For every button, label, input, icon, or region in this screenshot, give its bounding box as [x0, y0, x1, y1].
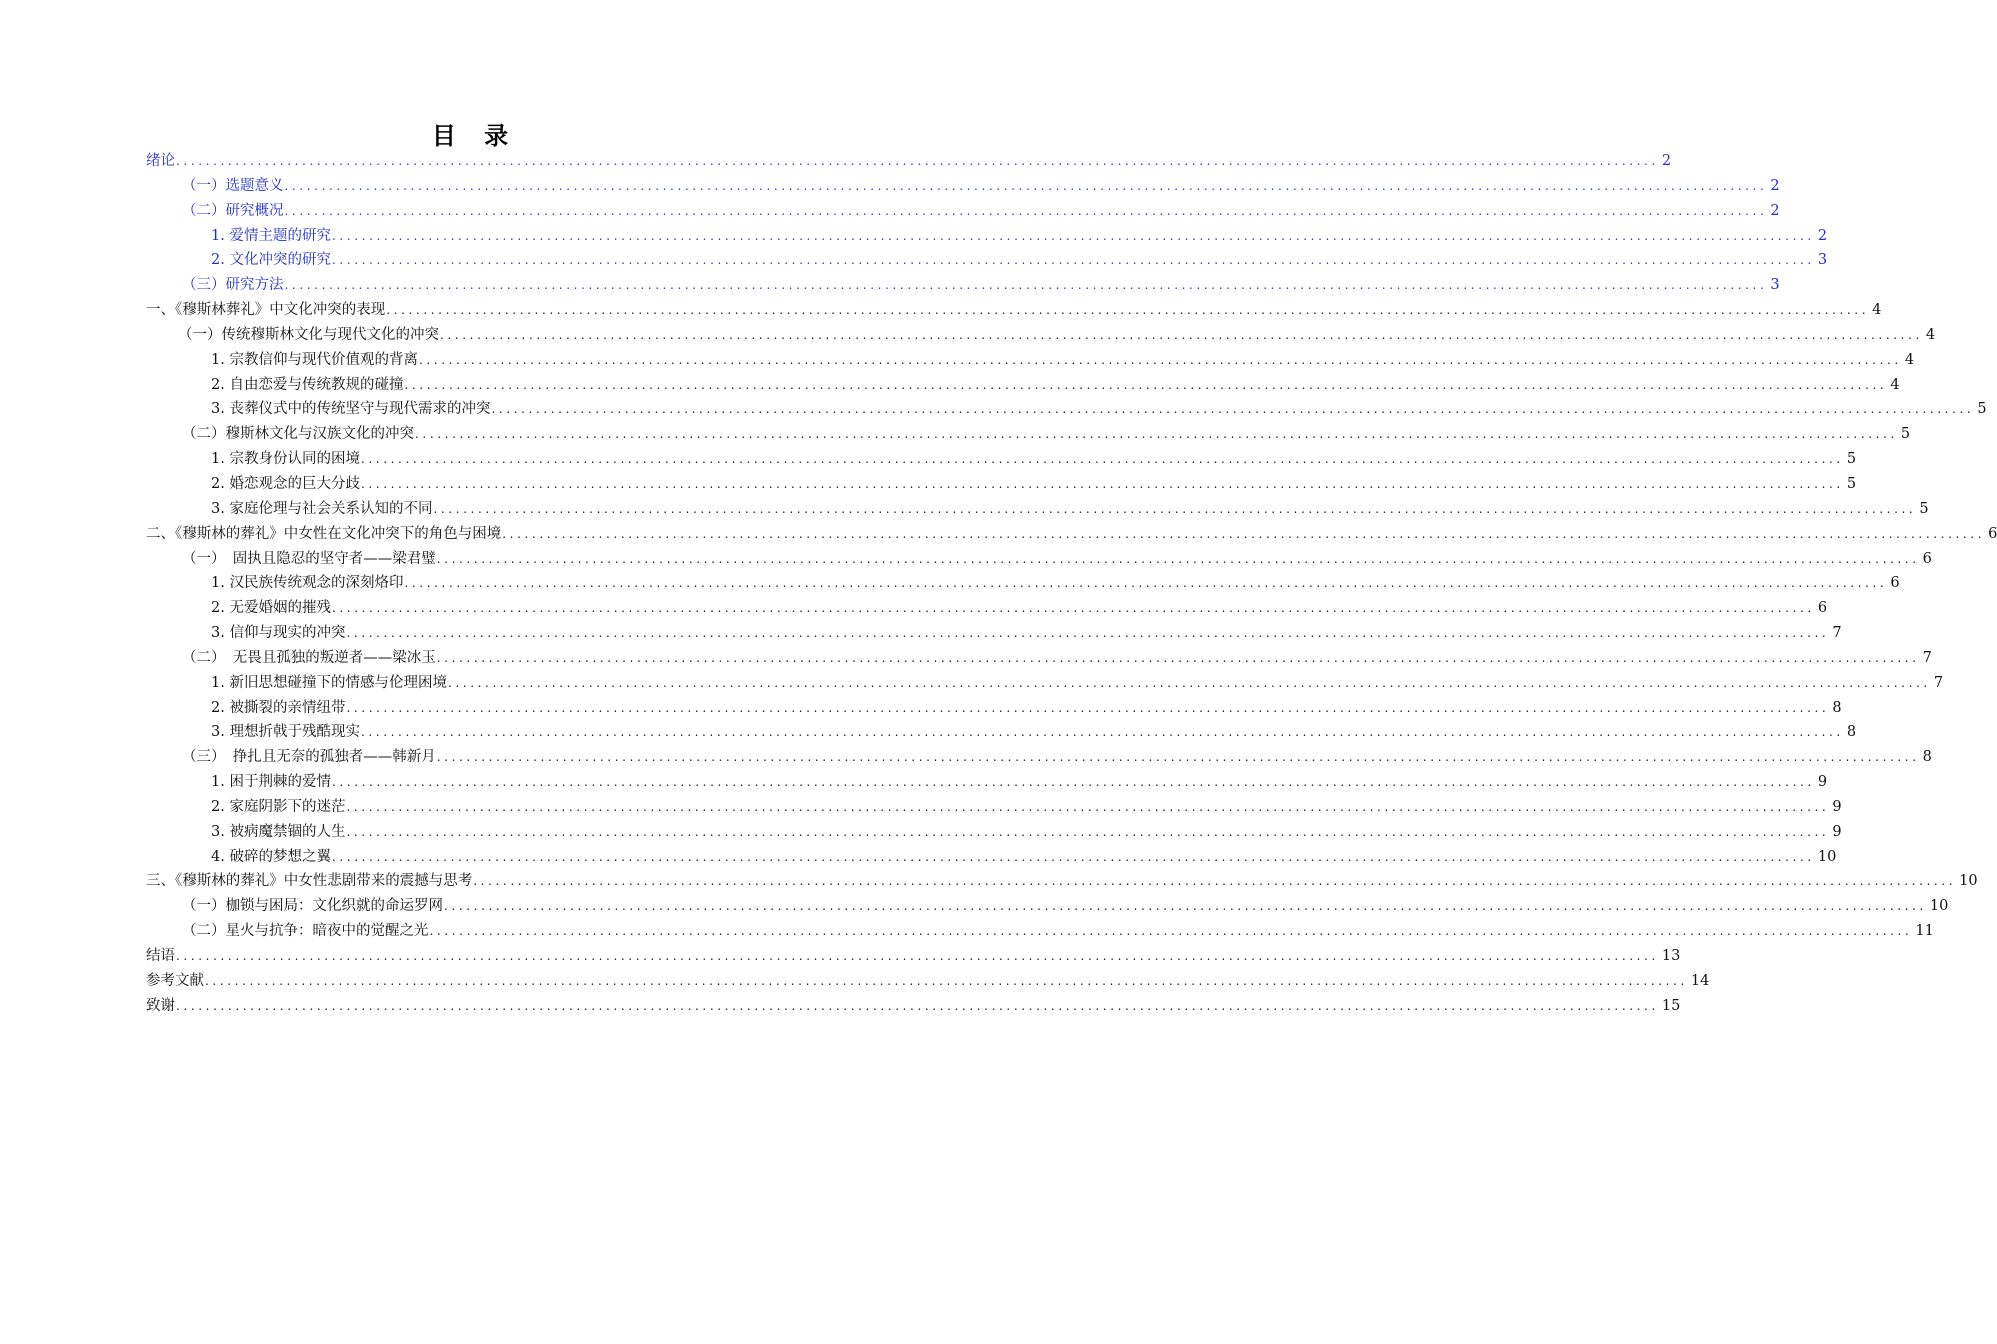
toc-entry-page-number: 3	[1817, 252, 1828, 269]
toc-entry-label: （二）星火与抗争：暗夜中的觉醒之光	[182, 923, 429, 940]
toc-entry[interactable]	[146, 199, 1780, 224]
toc-entry[interactable]	[146, 522, 1997, 547]
toc-entry-page-number: 8	[1846, 724, 1857, 741]
toc-entry[interactable]	[146, 969, 1710, 994]
toc-entry-page-number: 11	[1915, 923, 1934, 940]
toc-entry-leader-dots: ........................................................................................................................................................................................................	[444, 899, 1927, 914]
toc-entry[interactable]	[146, 571, 1900, 596]
toc-entry-leader-dots: ........................................................................................................................................................................................................	[436, 650, 1920, 665]
toc-entry-label: 3. 理想折戟于残酷现实	[211, 724, 360, 741]
toc-entry-page-number: 2	[1770, 202, 1780, 219]
toc-entry-label: 1. 汉民族传统观念的深刻烙印	[211, 575, 404, 592]
toc-entry-leader-dots: ........................................................................................................................................................................................................	[346, 700, 1830, 715]
toc-entry-page-number: 2	[1770, 177, 1780, 194]
toc-entry-leader-dots: ........................................................................................................................................................................................................	[331, 228, 1815, 243]
toc-entry-leader-dots: ........................................................................................................................................................................................................	[473, 874, 1957, 889]
toc-entry-page-number: 6	[1817, 600, 1828, 617]
toc-entry-page-number: 8	[1922, 749, 1932, 766]
toc-entry[interactable]	[146, 696, 1842, 721]
toc-entry-leader-dots: ........................................................................................................................................................................................................	[447, 675, 1931, 690]
toc-entry-leader-dots: ........................................................................................................................................................................................................	[502, 526, 1986, 541]
toc-entry[interactable]	[146, 149, 1672, 174]
toc-entry-label: （一）枷锁与困局：文化织就的命运罗网	[182, 898, 443, 915]
toc-entry[interactable]	[146, 373, 1900, 398]
toc-entry-page-number: 4	[1904, 351, 1915, 368]
toc-entry-leader-dots: ........................................................................................................................................................................................................	[176, 949, 1659, 963]
toc-entry-page-number: 10	[1929, 898, 1949, 915]
toc-entry-page-number: 9	[1832, 798, 1842, 815]
toc-entry-leader-dots: ........................................................................................................................................................................................................	[284, 278, 1768, 293]
toc-entry-leader-dots: ........................................................................................................................................................................................................	[440, 327, 1923, 342]
toc-entry-leader-dots: ........................................................................................................................................................................................................	[346, 799, 1830, 814]
toc-entry-label: （三） 挣扎且无奈的孤独者——韩新月	[182, 749, 436, 766]
toc-entry-leader-dots: ........................................................................................................................................................................................................	[176, 998, 1659, 1013]
toc-entry-page-number: 2	[1661, 153, 1672, 169]
toc-entry-leader-dots: ........................................................................................................................................................................................................	[346, 824, 1830, 839]
toc-entry-label: 1. 宗教信仰与现代价值观的背离	[211, 351, 418, 368]
toc-entry-page-number: 6	[1890, 575, 1900, 592]
toc-entry-label: 致谢	[146, 997, 175, 1014]
toc-entry-page-number: 5	[1846, 475, 1857, 492]
toc-entry-page-number: 5	[1919, 500, 1929, 517]
toc-entry-leader-dots: ........................................................................................................................................................................................................	[429, 924, 1913, 939]
toc-entry[interactable]	[146, 248, 1828, 273]
toc-entry-page-number: 5	[1846, 451, 1857, 468]
toc-entry[interactable]	[146, 224, 1828, 249]
toc-entry-leader-dots: ........................................................................................................................................................................................................	[331, 849, 1815, 864]
toc-entry[interactable]	[146, 497, 1929, 522]
toc-entry[interactable]	[146, 273, 1780, 298]
toc-entry[interactable]	[146, 298, 1882, 323]
toc-entry-label: （一）选题意义	[182, 177, 284, 194]
toc-entry-label: 2. 文化冲突的研究	[211, 252, 331, 269]
toc-entry[interactable]	[146, 646, 1932, 671]
toc-entry-label: 2. 无爱婚姻的摧残	[211, 600, 331, 617]
toc-entry-page-number: 4	[1925, 326, 1936, 343]
toc-entry-page-number: 6	[1988, 525, 1997, 542]
toc-entry-leader-dots: ........................................................................................................................................................................................................	[404, 576, 1888, 591]
toc-entry-page-number: 7	[1832, 625, 1842, 642]
toc-entry-page-number: 14	[1690, 972, 1710, 989]
toc-entry-leader-dots: ........................................................................................................................................................................................................	[360, 476, 1844, 491]
toc-entry-leader-dots: ........................................................................................................................................................................................................	[176, 154, 1659, 168]
toc-entry-label: 3. 丧葬仪式中的传统坚守与现代需求的冲突	[211, 401, 491, 418]
toc-entry[interactable]	[146, 323, 1936, 348]
toc-entry-label: 绪论	[146, 153, 175, 169]
toc-entry-leader-dots: ........................................................................................................................................................................................................	[433, 501, 1917, 516]
toc-entry-label: 3. 信仰与现实的冲突	[211, 625, 346, 642]
toc-entry-leader-dots: ........................................................................................................................................................................................................	[331, 775, 1815, 790]
toc-entry-page-number: 15	[1661, 997, 1681, 1014]
toc-entry-label: 1. 困于荆棘的爱情	[211, 774, 331, 791]
toc-entry-label: 1. 爱情主题的研究	[211, 227, 331, 244]
toc-entry-page-number: 10	[1959, 873, 1978, 890]
toc-entry-leader-dots: ........................................................................................................................................................................................................	[331, 253, 1815, 268]
toc-entry-label: 结语	[146, 948, 175, 964]
toc-entry[interactable]	[146, 472, 1857, 497]
toc-entry-label: 2. 自由恋爱与传统教规的碰撞	[211, 376, 404, 393]
toc-entry[interactable]	[146, 621, 1842, 646]
toc-entry-leader-dots: ........................................................................................................................................................................................................	[205, 973, 1688, 988]
toc-entry[interactable]	[146, 547, 1932, 572]
toc-entry[interactable]	[146, 720, 1857, 745]
toc-entry-label: 参考文献	[146, 972, 204, 989]
toc-entry-label: 一、《穆斯林葬礼》中文化冲突的表现	[146, 302, 386, 319]
toc-entry-leader-dots: ........................................................................................................................................................................................................	[436, 551, 1920, 566]
toc-entry[interactable]	[146, 994, 1681, 1019]
toc-entry-leader-dots: ........................................................................................................................................................................................................	[360, 725, 1844, 740]
toc-entry-leader-dots: ........................................................................................................................................................................................................	[360, 452, 1844, 467]
toc-entry-label: （二） 无畏且孤独的叛逆者——梁冰玉	[182, 649, 436, 666]
toc-entry-leader-dots: ........................................................................................................................................................................................................	[386, 303, 1870, 318]
toc-entry-label: 2. 被撕裂的亲情纽带	[211, 699, 346, 716]
toc-entry[interactable]	[146, 869, 1978, 894]
toc-entry-page-number: 7	[1922, 649, 1932, 666]
toc-entry-label: 3. 被病魔禁锢的人生	[211, 823, 346, 840]
toc-entry-leader-dots: ........................................................................................................................................................................................................	[491, 402, 1975, 417]
toc-entry-page-number: 5	[1977, 401, 1987, 418]
toc-entry-page-number: 4	[1872, 302, 1882, 319]
toc-entry[interactable]	[146, 174, 1780, 199]
toc-entry[interactable]	[146, 770, 1828, 795]
toc-entry[interactable]	[146, 596, 1828, 621]
toc-entry-page-number: 10	[1817, 848, 1837, 865]
toc-entry-label: （一）传统穆斯林文化与现代文化的冲突	[178, 326, 439, 343]
toc-entry-label: 3. 家庭伦理与社会关系认知的不同	[211, 500, 433, 517]
toc-entry-page-number: 9	[1832, 823, 1842, 840]
toc-entry-label: 2. 婚恋观念的巨大分歧	[211, 475, 360, 492]
toc-entry[interactable]	[146, 845, 1837, 870]
toc-entry-leader-dots: ........................................................................................................................................................................................................	[415, 427, 1898, 442]
toc-entry-label: 三、《穆斯林的葬礼》中女性悲剧带来的震撼与思考	[146, 873, 473, 890]
toc-entry-page-number: 13	[1661, 948, 1681, 964]
toc-entry-label: （三）研究方法	[182, 277, 284, 294]
toc-entry[interactable]	[146, 348, 1915, 373]
toc-entry[interactable]	[146, 397, 1987, 422]
toc-entry[interactable]	[146, 795, 1842, 820]
toc-entry-leader-dots: ........................................................................................................................................................................................................	[284, 178, 1768, 193]
toc-entry-page-number: 8	[1832, 699, 1842, 716]
toc-entry-label: （二）研究概况	[182, 202, 284, 219]
toc-entry-leader-dots: ........................................................................................................................................................................................................	[284, 203, 1768, 218]
toc-entry-label: （一） 固执且隐忍的坚守者——梁君璧	[182, 550, 436, 567]
toc-entry[interactable]	[146, 447, 1857, 472]
toc-entry-label: 二、《穆斯林的葬礼》中女性在文化冲突下的角色与困境	[146, 525, 502, 542]
toc-entry[interactable]	[146, 944, 1681, 969]
table-of-contents	[146, 149, 1997, 1019]
toc-entry-page-number: 3	[1770, 277, 1780, 294]
toc-entry[interactable]	[146, 919, 1934, 944]
toc-title: 目 录	[431, 122, 519, 150]
toc-entry-page-number: 2	[1817, 227, 1828, 244]
toc-entry-page-number: 7	[1933, 674, 1944, 691]
toc-entry-leader-dots: ........................................................................................................................................................................................................	[404, 377, 1888, 392]
toc-entry-leader-dots: ........................................................................................................................................................................................................	[436, 750, 1920, 765]
toc-entry-label: 1. 新旧思想碰撞下的情感与伦理困境	[211, 674, 447, 691]
toc-entry-page-number: 9	[1817, 774, 1828, 791]
toc-entry-leader-dots: ........................................................................................................................................................................................................	[346, 626, 1830, 641]
toc-entry-leader-dots: ........................................................................................................................................................................................................	[331, 601, 1815, 616]
toc-entry[interactable]	[146, 422, 1911, 447]
toc-entry-page-number: 5	[1900, 426, 1911, 443]
toc-entry[interactable]	[146, 671, 1944, 696]
toc-entry-label: 2. 家庭阴影下的迷茫	[211, 798, 346, 815]
toc-entry-label: 1. 宗教身份认同的困境	[211, 451, 360, 468]
toc-entry[interactable]	[146, 894, 1949, 919]
toc-entry-label: 4. 破碎的梦想之翼	[211, 848, 331, 865]
toc-entry-page-number: 6	[1922, 550, 1932, 567]
toc-entry-label: （二）穆斯林文化与汉族文化的冲突	[182, 426, 414, 443]
toc-entry[interactable]	[146, 745, 1932, 770]
toc-entry[interactable]	[146, 820, 1842, 845]
toc-entry-page-number: 4	[1890, 376, 1900, 393]
toc-entry-leader-dots: ........................................................................................................................................................................................................	[418, 352, 1902, 367]
